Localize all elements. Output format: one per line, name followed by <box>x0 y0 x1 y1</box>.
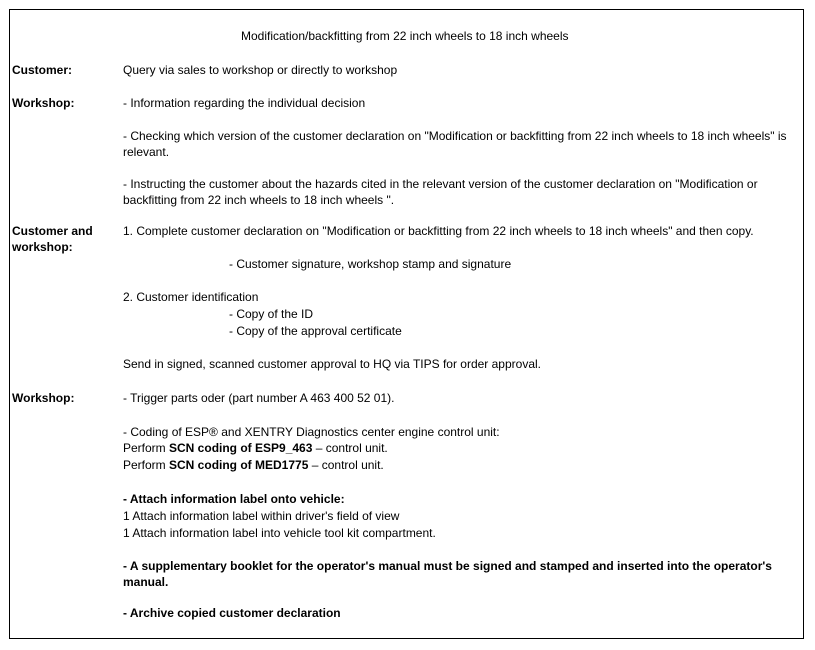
perform-scn-esp <box>123 440 388 456</box>
document-title: Modification/backfitting from 22 inch wheels to 18 inch wheels <box>241 29 569 43</box>
step-complete-declaration: 1. Complete customer declaration on "Modification or backfitting from 22 inch wheels to 18 inch wheels" and then copy. <box>123 224 754 238</box>
supplementary-booklet: - A supplementary booklet for the operator's manual must be signed and stamped and inserted into the operator's manual. <box>123 559 772 589</box>
perform-esp-scn: SCN coding of ESP9_463 <box>169 441 313 455</box>
step-signature-sub: - Customer signature, workshop stamp and signature <box>229 257 512 271</box>
trigger-parts-order: - Trigger parts oder (part number A 463 400 52 01). <box>123 391 395 405</box>
workshop-item-instructing: - Instructing the customer about the hazards cited in the relevant version of the customer declaration on "Modification or backfitting from 22 inch wheels to 18 inch wheels ". <box>123 177 758 207</box>
customer-workshop-label-line1: Customer and <box>12 224 93 238</box>
step-customer-identification: 2. Customer identification <box>123 290 259 304</box>
attach-label-toolkit: 1 Attach information label into vehicle tool kit compartment. <box>123 526 436 540</box>
attach-label-heading: - Attach information label onto vehicle: <box>123 492 345 506</box>
customer-workshop-label-line2: workshop: <box>12 240 73 254</box>
perform-scn-med <box>123 457 384 473</box>
perform-med-scn: SCN coding of MED1775 <box>169 458 309 472</box>
coding-heading: - Coding of ESP® and XENTRY Diagnostics center engine control unit: <box>123 425 500 439</box>
attach-label-driver-view: 1 Attach information label within driver's field of view <box>123 509 400 523</box>
perform-esp-prefix: Perform <box>123 441 170 455</box>
perform-med-suffix: – control unit. <box>308 458 384 472</box>
archive-declaration: - Archive copied customer declaration <box>123 606 341 620</box>
customer-label: Customer: <box>12 63 73 77</box>
workshop-item-checking: - Checking which version of the customer declaration on "Modification or backfitting from 22 inch wheels to 18 inch wheels" is relevant. <box>123 129 787 159</box>
step-copy-certificate: - Copy of the approval certificate <box>229 324 402 338</box>
workshop-label-1: Workshop: <box>12 96 75 110</box>
perform-med-prefix: Perform <box>123 458 170 472</box>
workshop-label-2: Workshop: <box>12 391 75 405</box>
step-copy-id: - Copy of the ID <box>229 307 314 321</box>
workshop-item-information: - Information regarding the individual decision <box>123 96 366 110</box>
customer-text: Query via sales to workshop or directly to workshop <box>123 63 398 77</box>
send-approval-text: Send in signed, scanned customer approval to HQ via TIPS for order approval. <box>123 357 542 371</box>
perform-esp-suffix: – control unit. <box>312 441 388 455</box>
